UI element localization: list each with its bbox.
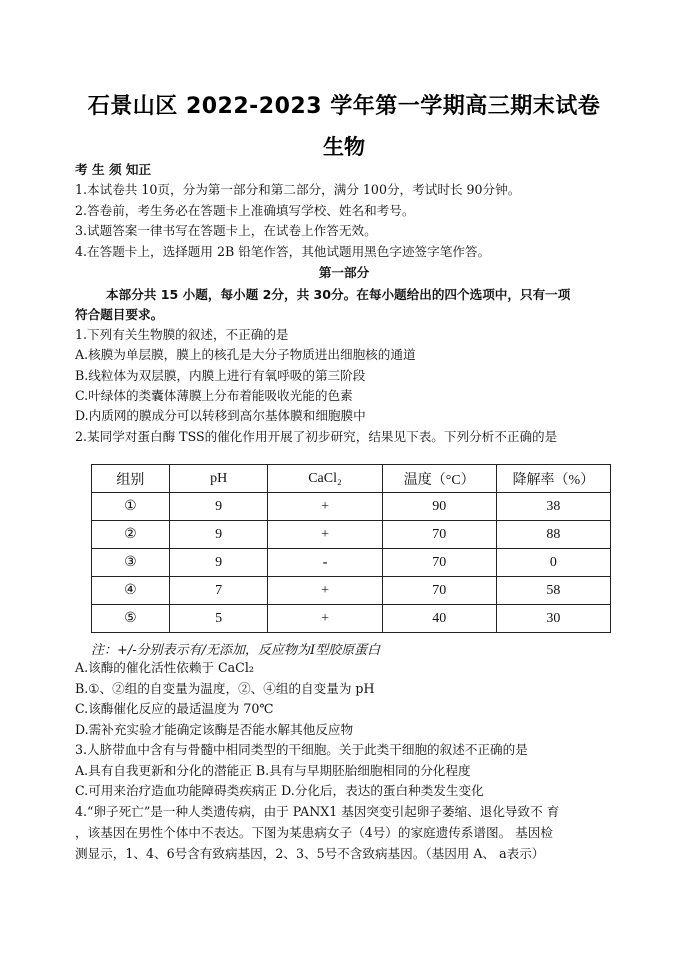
table-row [92, 605, 611, 633]
table-row [92, 493, 611, 521]
cell-cacl2: + [268, 521, 382, 549]
cell-group: ② [92, 521, 170, 549]
q1-option-c: C.叶绿体的类囊体薄膜上分布着能吸收光能的色素 [75, 388, 353, 403]
cell-ph: 9 [169, 549, 268, 577]
q2-option-a: A.该酶的催化活性依赖于 CaCl₂ [75, 660, 254, 675]
col-header-degradation-rate: 降解率（%） [496, 465, 610, 493]
cell-temperature: 70 [382, 577, 496, 605]
notice-item: 4.在答题卡上，选择题用 2B 铅笔作答，其他试题用黑色字迹签字笔作答。 [75, 244, 491, 259]
q4-stem-cont: 测显示，1、4、6号含有致病基因，2、3、5号不含致病基因。（基因用 A、 a表示） [75, 846, 545, 861]
cell-ph: 9 [169, 493, 268, 521]
exam-title: 石景山区 2022-2023 学年第一学期高三期末试卷 [87, 94, 601, 119]
cell-group: ① [92, 493, 170, 521]
cell-degradation-rate: 0 [496, 549, 610, 577]
cell-temperature: 40 [382, 605, 496, 633]
cell-ph: 5 [169, 605, 268, 633]
notice-heading: 考 生 须 知正 [75, 162, 152, 177]
table-header-row [92, 465, 611, 493]
cell-cacl2: + [268, 493, 382, 521]
table-note: 注：+/-分别表示有/无添加，反应物为Ⅰ型胶原蛋白 [91, 643, 381, 658]
q3-options-cd: C.可用来治疗造血功能障碍类疾病正 D.分化后，表达的蛋白种类发生变化 [75, 783, 484, 798]
cell-degradation-rate: 88 [496, 521, 610, 549]
cell-ph: 9 [169, 521, 268, 549]
q2-option-c: C.该酶催化反应的最适温度为 70℃ [75, 701, 274, 716]
col-header-temperature: 温度（°C） [382, 465, 496, 493]
table-row [92, 521, 611, 549]
cell-temperature: 70 [382, 521, 496, 549]
cell-degradation-rate: 58 [496, 577, 610, 605]
q4-stem-cont: ，该基因在男性个体中不表达。下图为某患病女子（4号）的家庭遗传系谱图。 基因检 [75, 825, 553, 840]
notice-item: 1.本试卷共 10页，分为第一部分和第二部分，满分 100分，考试时长 90分钟。 [75, 182, 521, 197]
cell-ph: 7 [169, 577, 268, 605]
notice-item: 3.试题答案一律书写在答题卡上，在试卷上作答无效。 [75, 223, 377, 238]
table-row [92, 577, 611, 605]
q2-option-d: D.需补充实验才能确定该酶是否能水解其他反应物 [75, 722, 354, 737]
col-header-ph: pH [169, 465, 268, 493]
cell-degradation-rate: 30 [496, 605, 610, 633]
cell-cacl2: + [268, 577, 382, 605]
cell-cacl2: + [268, 605, 382, 633]
cell-degradation-rate: 38 [496, 493, 610, 521]
col-header-group: 组别 [92, 465, 170, 493]
part1-heading: 第一部分 [318, 265, 370, 280]
q1-option-b: B.线粒体为双层膜，内膜上进行有氧呼吸的第三阶段 [75, 368, 366, 383]
q1-option-a: A.核膜为单层膜，膜上的核孔是大分子物质进出细胞核的通道 [75, 347, 416, 362]
part1-instruction: 本部分共 15 小题，每小题 2分，共 30分。在每小题给出的四个选项中，只有一项 [106, 287, 571, 302]
q3-options-ab: A.具有自我更新和分化的潜能正 B.具有与早期胚胎细胞相同的分化程度 [75, 763, 471, 778]
cell-temperature: 90 [382, 493, 496, 521]
q2-stem: 2.某同学对蛋白酶 TSS的催化作用开展了初步研究，结果见下表。下列分析不正确的是 [75, 429, 558, 444]
cell-group: ③ [92, 549, 170, 577]
col-header-cacl2: CaCl₂ [268, 465, 382, 493]
q3-stem: 3.人脐带血中含有与骨髓中相同类型的干细胞。关于此类干细胞的叙述不正确的是 [75, 742, 528, 757]
q2-option-b: B.①、②组的自变量为温度，②、④组的自变量为 pH [75, 681, 375, 696]
q4-stem: 4.“卵子死亡”是一种人类遗传病，由于 PANX1 基因突变引起卵子萎缩、退化导致不 育 [75, 804, 560, 819]
cell-group: ⑤ [92, 605, 170, 633]
table-row [92, 549, 611, 577]
cell-temperature: 70 [382, 549, 496, 577]
subject-title: 生物 [323, 135, 365, 159]
cell-group: ④ [92, 577, 170, 605]
q1-stem: 1.下列有关生物膜的叙述，不正确的是 [75, 327, 289, 342]
enzyme-results-table [91, 464, 611, 633]
cell-cacl2: - [268, 549, 382, 577]
part1-instruction-cont: 符合题目要求。 [75, 307, 164, 322]
q1-option-d: D.内质网的膜成分可以转移到高尔基体膜和细胞膜中 [75, 408, 366, 423]
notice-item: 2.答卷前，考生务必在答题卡上准确填写学校、姓名和考号。 [75, 203, 415, 218]
